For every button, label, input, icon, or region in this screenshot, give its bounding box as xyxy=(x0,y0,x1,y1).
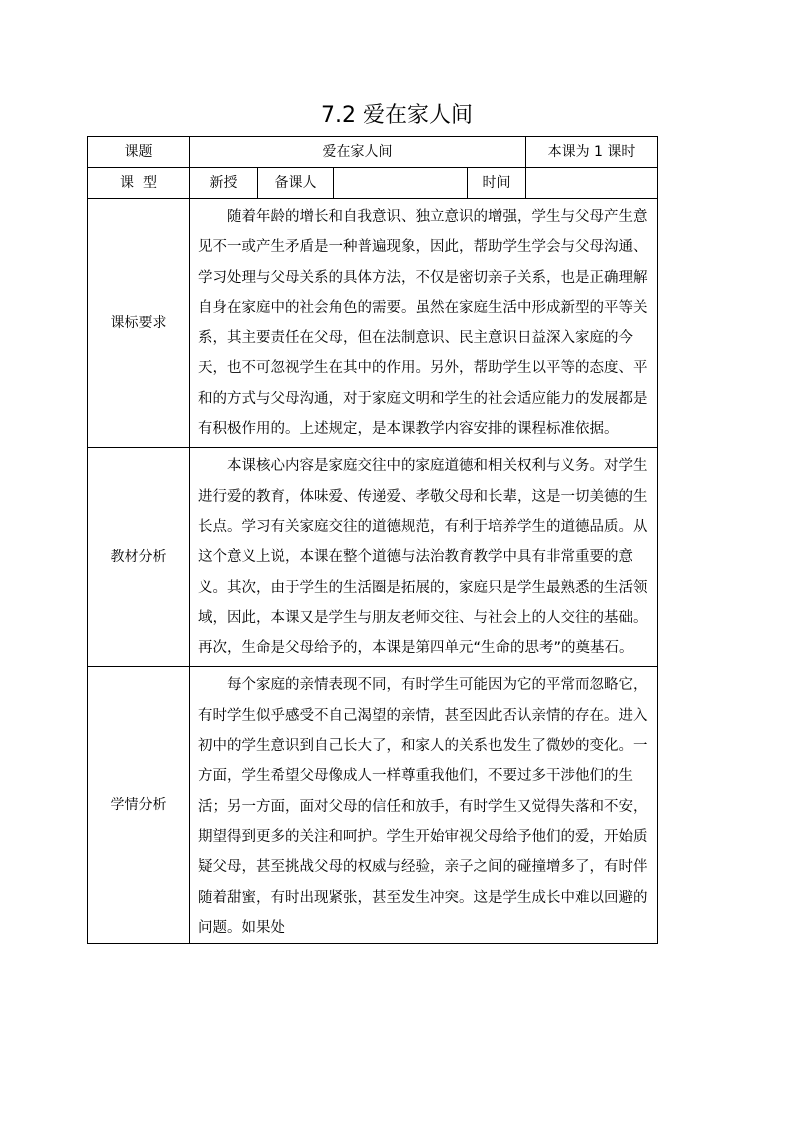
time-value xyxy=(526,168,658,199)
section-student-row xyxy=(88,667,658,944)
section-text: 本课核心内容是家庭交往中的家庭道德和相关权利与义务。对学生进行爱的教育，体味爱、传递爱、孝敬父母和长辈，这是一切美德的生长点。学习有关家庭交往的道德规范，有利于培养学生的道德品质。从这个意义上说，本课在整个道德与法治教育教学中具有非常重要的意义。其次，由于学生的生活圈是拓展的，家庭只是学生最熟悉的生活领域，因此，本课又是学生与朋友老师交往、与社会上的人交往的基础。再次，生命是父母给予的，本课是第四单元“生命的思考”的奠基石。 xyxy=(190,448,658,667)
section-label: 教材分析 xyxy=(88,448,190,667)
section-text-cell xyxy=(190,667,658,944)
preparer-label: 备课人 xyxy=(258,168,334,199)
lesson-hours: 本课为 1 课时 xyxy=(526,137,658,168)
topic-label: 课题 xyxy=(88,137,190,168)
section-label: 课标要求 xyxy=(88,199,190,448)
type-label: 课 型 xyxy=(88,168,190,199)
section-label: 学情分析 xyxy=(88,667,190,944)
type-value: 新授 xyxy=(190,168,258,199)
topic-row xyxy=(88,137,658,168)
topic-value: 爱在家人间 xyxy=(190,137,526,168)
page-title: 7.2 爱在家人间 xyxy=(321,103,473,128)
section-text: 每个家庭的亲情表现不同，有时学生可能因为它的平常而忽略它，有时学生似乎感受不自己渴望的亲情，甚至因此否认亲情的存在。进入初中的学生意识到自己长大了，和家人的关系也发生了微妙的变化。一方面，学生希望父母像成人一样尊重我他们，不要过多干涉他们的生活；另一方面，面对父母的信任和放手，有时学生又觉得失落和不安，期望得到更多的关注和呵护。学生开始审视父母给予他们的爱，开始质疑父母，甚至挑战父母的权威与经验，亲子之间的碰撞增多了，有时伴随着甜蜜，有时出现紧张，甚至发生冲突。这是学生成长中难以回避的问题。如果处 xyxy=(198,677,648,936)
section-curriculum-row xyxy=(88,199,658,448)
preparer-value xyxy=(334,168,468,199)
section-textbook-row xyxy=(88,448,658,667)
type-row xyxy=(88,168,658,199)
time-label: 时间 xyxy=(468,168,526,199)
section-text: 随着年龄的增长和自我意识、独立意识的增强，学生与父母产生意见不一或产生矛盾是一种普遍现象，因此，帮助学生学会与父母沟通、学习处理与父母关系的具体方法，不仅是密切亲子关系，也是正确理解自身在家庭中的社会角色的需要。虽然在家庭生活中形成新型的平等关系，其主要责任在父母，但在法制意识、民主意识日益深入家庭的今天，也不可忽视学生在其中的作用。另外，帮助学生以平等的态度、平和的方式与父母沟通，对于家庭文明和学生的社会适应能力的发展都是有积极作用的。上述规定，是本课教学内容安排的课程标准依据。 xyxy=(190,199,658,448)
lesson-plan-table xyxy=(87,136,658,944)
